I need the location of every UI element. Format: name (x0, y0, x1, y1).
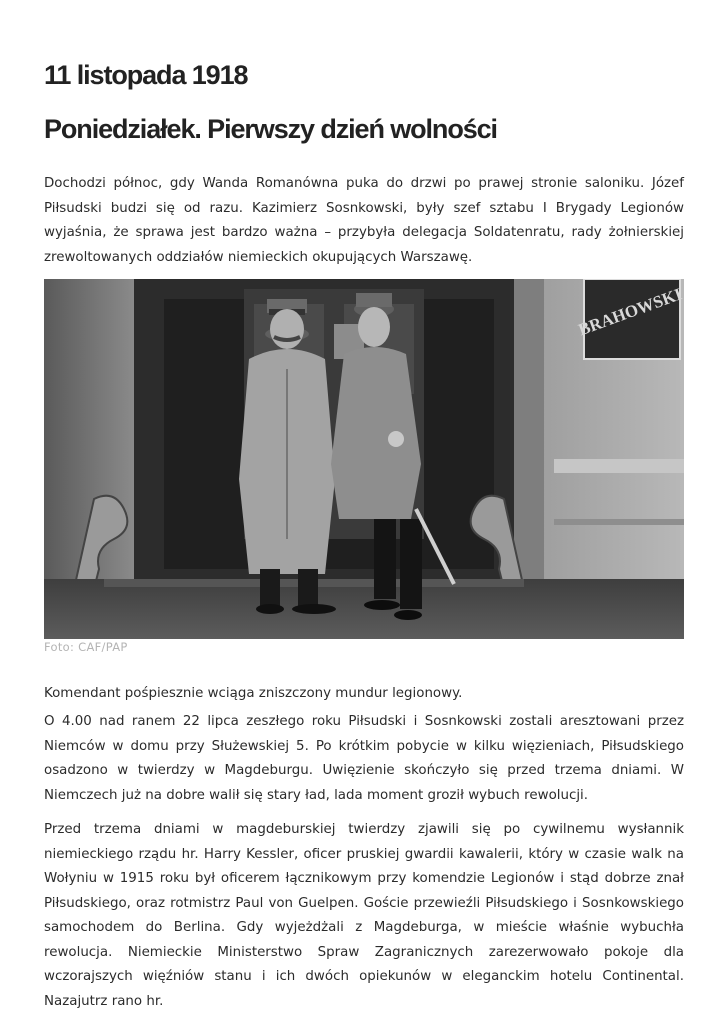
article-photo (44, 279, 684, 639)
intro-paragraph: Dochodzi północ, gdy Wanda Romanówna puka do drzwi po prawej stronie saloniku. Józef Piłsudski budzi się od razu. Kazimierz Sosnkowski, były szef sztabu I Brygady Legionów wyjaśnia, że sprawa jest bardzo ważna – przybyła delegacja Soldatenratu, rady żołnierskiej zrewoltowanych oddziałów niemieckich okupujących Warszawę. (44, 176, 684, 265)
photo-caption: Foto: CAF/PAP (44, 640, 128, 654)
shop-sign-text: BRAHOWSKI (575, 284, 684, 340)
paragraph-3: Przed trzema dniami w magdeburskiej twierdzy zjawili się po cywilnemu wysłannik niemieckiego rządu hr. Harry Kessler, oficer pruskiej gwardii kawalerii, który w czasie walk na Wołyniu w 1915 roku był oficerem łącznikowym przy komendzie Legionów i stąd dobrze znał Piłsudskiego, oraz rotmistrz Paul von Guelpen. Goście przewieźli Piłsudskiego i Sosnkowskiego samochodem do Berlina. Gdy wyjeżdżali z Magdeburga, w mieście właśnie wybuchła rewolucja. Niemieckie Ministerstwo Spraw Zagranicznych zarezerwowało pokoje dla wczorajszych więźniów stanu i ich dwóch opiekunów w eleganckim hotelu Continental. Nazajutrz rano hr. (44, 822, 684, 1009)
date-heading: 11 listopada 1918 (44, 60, 248, 90)
paragraph-2: O 4.00 nad ranem 22 lipca zeszłego roku Piłsudski i Sosnkowski zostali aresztowani przez Niemców w domu przy Służewskiej 5. Po krótkim pobycie w kilku więzieniach, Piłsudskiego osadzono w twierdzy w Magdeburgu. Uwięzienie skończyło się przed trzema dniami. W Niemczech już na dobre walił się stary ład, lada moment groził wybuch rewolucji. (44, 714, 684, 803)
article-title: Poniedziałek. Pierwszy dzień wolności (44, 114, 497, 144)
paragraph-1: Komendant pośpiesznie wciąga zniszczony mundur legionowy. (44, 686, 463, 701)
